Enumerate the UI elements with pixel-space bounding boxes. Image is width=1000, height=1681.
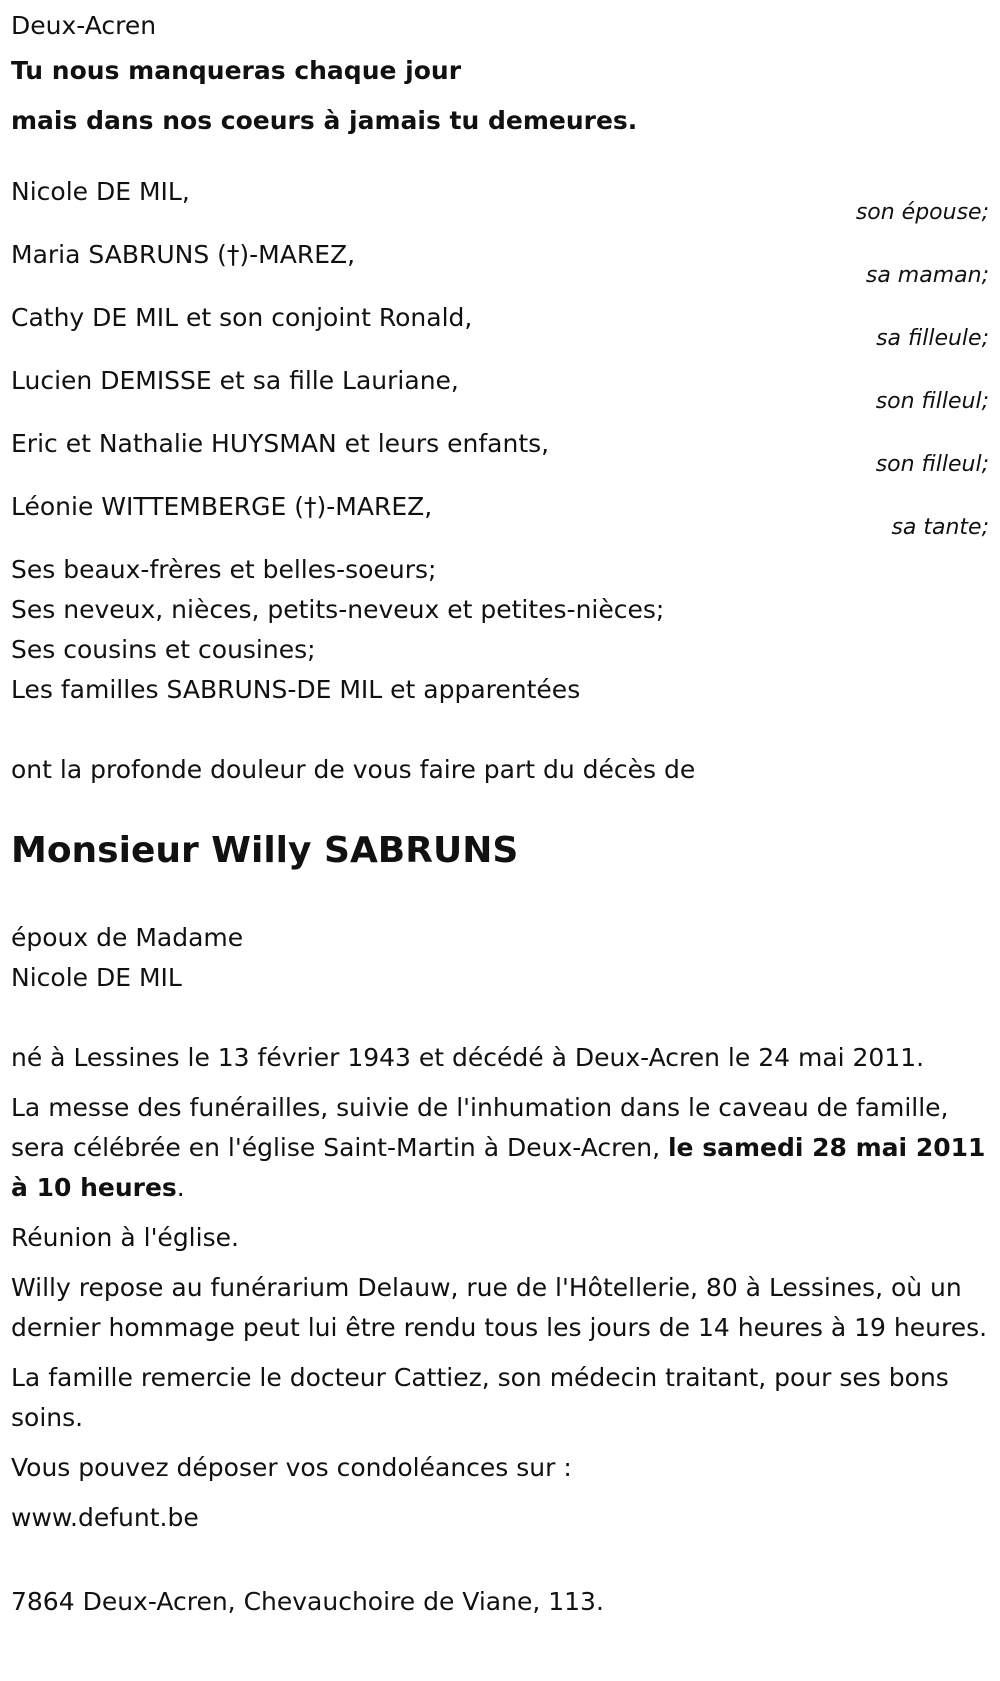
announcement-text: ont la profonde douleur de vous faire part du décès de	[11, 755, 696, 784]
obituary-notice	[11, 0, 989, 1622]
funeral-end: .	[176, 1173, 185, 1202]
relative-name: Léonie WITTEMBERGE (†)-MAREZ,	[11, 492, 433, 521]
relative-row	[11, 235, 989, 298]
memorial-quote	[11, 46, 989, 146]
relative-row	[11, 298, 989, 361]
relative-role: son filleul;	[875, 452, 989, 477]
locality-heading: Deux-Acren	[11, 11, 157, 40]
funeral-paragraph	[11, 1088, 989, 1208]
family-line: Ses beaux-frères et belles-soeurs;	[11, 555, 437, 584]
website-link[interactable]: www.defunt.be	[11, 1503, 199, 1532]
relative-role: son épouse;	[855, 200, 989, 225]
relative-name: Eric et Nathalie HUYSMAN et leurs enfants,	[11, 429, 550, 458]
deceased-name: Monsieur Willy SABRUNS	[11, 830, 519, 871]
relative-name: Lucien DEMISSE et sa fille Lauriane,	[11, 366, 459, 395]
birth-death-text: né à Lessines le 13 février 1943 et décédé à Deux-Acren le 24 mai 2011.	[11, 1043, 925, 1072]
funeral-date: le samedi 28 mai 2011 à 10 heures	[11, 1133, 986, 1202]
family-address: 7864 Deux-Acren, Chevauchoire de Viane, 113.	[11, 1587, 604, 1616]
relative-name: Cathy DE MIL et son conjoint Ronald,	[11, 303, 473, 332]
family-line: Ses cousins et cousines;	[11, 635, 316, 664]
family-line: Ses neveux, nièces, petits-neveux et petites-nièces;	[11, 595, 665, 624]
condolences-text: Vous pouvez déposer vos condoléances sur :	[11, 1453, 572, 1482]
relative-name: Maria SABRUNS (†)-MAREZ,	[11, 240, 356, 269]
relative-name: Nicole DE MIL,	[11, 177, 190, 206]
meeting-text: Réunion à l'église.	[11, 1223, 239, 1252]
thanks-text: La famille remercie le docteur Cattiez, son médecin traitant, pour ses bons soins.	[11, 1363, 949, 1432]
spouse-line-2: Nicole DE MIL	[11, 963, 182, 992]
funeral-text: La messe des funérailles, suivie de l'inhumation dans le caveau de famille, sera célébrée en l'église Saint-Martin à Deux-Acren,	[11, 1093, 949, 1162]
relative-row	[11, 172, 989, 235]
spouse-info	[11, 918, 989, 998]
relative-role: sa filleule;	[876, 326, 989, 351]
relative-row	[11, 487, 989, 550]
relative-role: son filleul;	[875, 389, 989, 414]
details-section	[11, 1038, 989, 1538]
quote-line-2: mais dans nos coeurs à jamais tu demeures.	[11, 106, 638, 135]
rest-place-text: Willy repose au funérarium Delauw, rue de l'Hôtellerie, 80 à Lessines, où un dernier hommage peut lui être rendu tous les jours de 14 heures à 19 heures.	[11, 1273, 988, 1342]
relative-row	[11, 361, 989, 424]
relative-role: sa tante;	[891, 515, 989, 540]
family-line: Les familles SABRUNS-DE MIL et apparentées	[11, 675, 581, 704]
other-family-list	[11, 550, 989, 710]
relative-role: sa maman;	[865, 263, 989, 288]
spouse-line-1: époux de Madame	[11, 923, 244, 952]
relative-row	[11, 424, 989, 487]
relatives-list	[11, 172, 989, 550]
quote-line-1: Tu nous manqueras chaque jour	[11, 56, 462, 85]
